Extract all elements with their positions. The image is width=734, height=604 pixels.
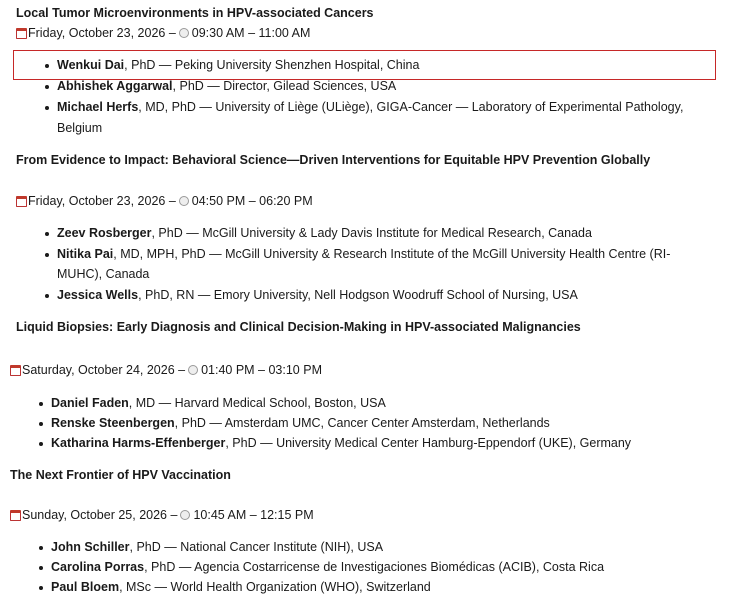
speaker-item: Wenkui Dai, PhD — Peking University Shenzhen Hospital, China (57, 58, 420, 72)
bullet (45, 85, 49, 89)
speaker-item: Carolina Porras, PhD — Agencia Costarricense de Investigaciones Biomédicas (ACIB), Costa Rica (51, 560, 605, 574)
clock-icon (179, 196, 189, 206)
speaker-item: Daniel Faden, MD — Harvard Medical School, Boston, USA (51, 396, 386, 410)
calendar-icon (16, 28, 27, 39)
clock-icon (188, 365, 198, 375)
calendar-icon (10, 365, 21, 376)
calendar-icon (10, 510, 21, 521)
session-datetime: Sunday, October 25, 2026 – 10:45 AM – 12:15 PM (10, 508, 314, 522)
session-datetime: Friday, October 23, 2026 – 04:50 PM – 06:20 PM (16, 194, 313, 208)
speaker-item: John Schiller, PhD — National Cancer Institute (NIH), USA (51, 540, 384, 554)
speaker-item: Paul Bloem, MSc — World Health Organization (WHO), Switzerland (51, 580, 431, 594)
bullet (45, 294, 49, 298)
bullet (45, 106, 49, 110)
bullet (45, 253, 49, 257)
speaker-item-continued: MUHC), Canada (57, 267, 150, 281)
clock-icon (179, 28, 189, 38)
speaker-item: Zeev Rosberger, PhD — McGill University & Lady Davis Institute for Medical Research, Canada (57, 226, 592, 240)
speaker-item: Katharina Harms-Effenberger, PhD — University Medical Center Hamburg-Eppendorf (UKE), Germany (51, 436, 632, 450)
bullet (39, 586, 43, 590)
bullet (45, 232, 49, 236)
speaker-item: Jessica Wells, PhD, RN — Emory University, Nell Hodgson Woodruff School of Nursing, USA (57, 288, 578, 302)
session-title: The Next Frontier of HPV Vaccination (10, 468, 231, 482)
speaker-item: Nitika Pai, MD, MPH, PhD — McGill University & Research Institute of the McGill University Health Centre (RI- (57, 247, 671, 261)
session-datetime: Friday, October 23, 2026 – 09:30 AM – 11:00 AM (16, 26, 310, 40)
bullet (45, 64, 49, 68)
clock-icon (180, 510, 190, 520)
speaker-item: Michael Herfs, MD, PhD — University of Liège (ULiège), GIGA-Cancer — Laboratory of Experimental Pathology, (57, 100, 684, 114)
speaker-item: Renske Steenbergen, PhD — Amsterdam UMC, Cancer Center Amsterdam, Netherlands (51, 416, 550, 430)
bullet (39, 422, 43, 426)
bullet (39, 442, 43, 446)
speaker-item: Abhishek Aggarwal, PhD — Director, Gilead Sciences, USA (57, 79, 397, 93)
session-title: Local Tumor Microenvironments in HPV-associated Cancers (16, 6, 374, 20)
session-title: From Evidence to Impact: Behavioral Science—Driven Interventions for Equitable HPV Prevention Globally (16, 153, 651, 167)
bullet (39, 402, 43, 406)
bullet (39, 546, 43, 550)
session-title: Liquid Biopsies: Early Diagnosis and Clinical Decision-Making in HPV-associated Malignancies (16, 320, 581, 334)
session-datetime: Saturday, October 24, 2026 – 01:40 PM – 03:10 PM (10, 363, 322, 377)
speaker-item-continued: Belgium (57, 121, 103, 135)
bullet (39, 566, 43, 570)
calendar-icon (16, 196, 27, 207)
